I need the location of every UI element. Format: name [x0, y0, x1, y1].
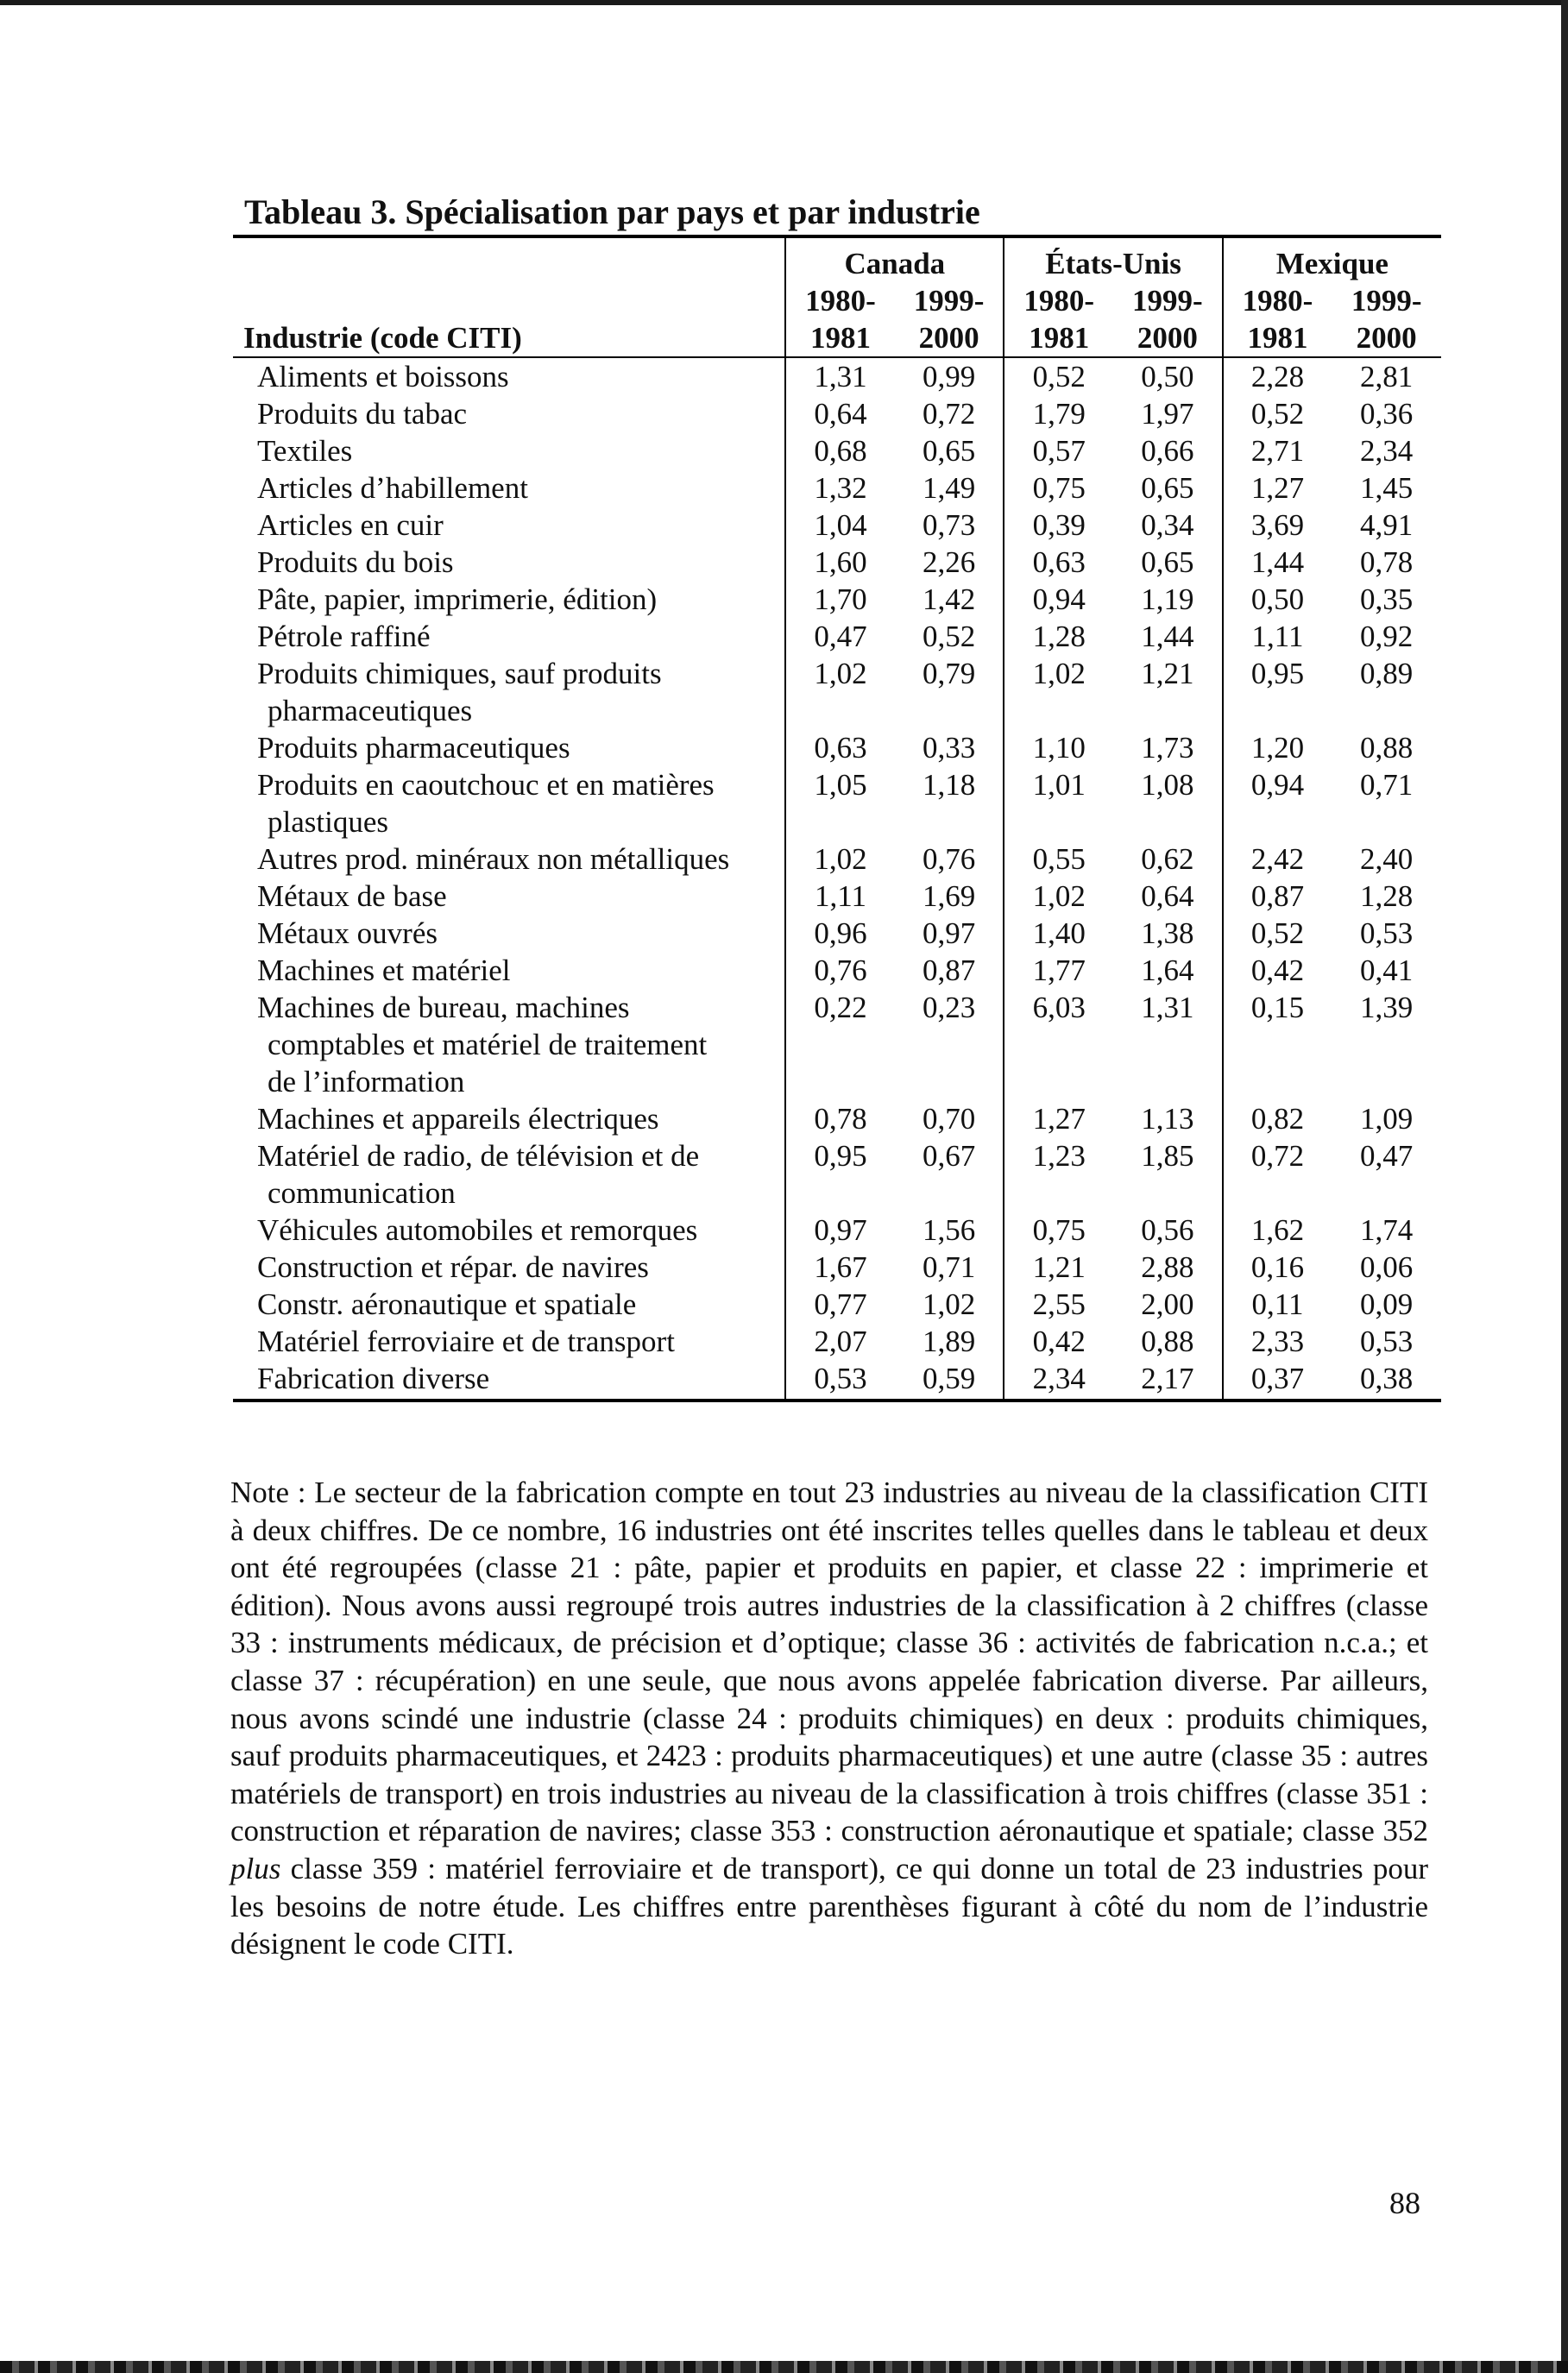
- value-cell: 0,88: [1141, 1325, 1194, 1358]
- industry-name: Machines de bureau, machines: [257, 991, 630, 1024]
- header-period-end: 1981: [1004, 319, 1113, 357]
- value-cell: 0,67: [923, 1139, 976, 1173]
- value-cell: 0,41: [1360, 954, 1414, 987]
- industry-name-cell: [233, 878, 785, 915]
- value-cell: 0,33: [923, 731, 976, 765]
- value-cell: 1,11: [1223, 618, 1332, 655]
- industry-name: Textiles: [257, 434, 353, 468]
- value-cell: 0,09: [1360, 1287, 1414, 1321]
- table-row: [233, 1286, 1441, 1323]
- value-cell: 0,52: [923, 620, 976, 653]
- header-country-mexico: Mexique: [1223, 236, 1441, 282]
- value-cell: 0,15: [1223, 989, 1332, 1100]
- value-cell: 2,71: [1223, 432, 1332, 469]
- industry-name-cell: [233, 989, 785, 1100]
- table-row: [233, 1212, 1441, 1249]
- value-cell: 1,79: [1004, 395, 1113, 432]
- value-cell: 0,68: [785, 432, 895, 469]
- value-cell: 1,02: [1004, 878, 1113, 915]
- table-row: [233, 952, 1441, 989]
- table-title: Tableau 3. Spécialisation par pays et par industrie: [244, 192, 980, 231]
- table-note: [230, 1474, 1428, 1963]
- value-cell: 0,62: [1141, 842, 1194, 876]
- value-cell: 1,97: [1141, 397, 1194, 431]
- value-cell: 2,33: [1223, 1323, 1332, 1360]
- industry-name: Articles d’habillement: [257, 471, 528, 505]
- table-row: [233, 878, 1441, 915]
- value-cell: 0,63: [785, 729, 895, 766]
- industry-name-cell: [233, 1360, 785, 1401]
- value-cell: 0,16: [1223, 1249, 1332, 1286]
- note-text: classe 359 : matériel ferroviaire et de transport), ce qui donne un total de 23 industries pour les besoins de notre étude. Les chiffres entre parenthèses figurant à côté du nom de l’industrie désignent le code CITI.: [230, 1851, 1428, 1961]
- value-cell: 0,76: [923, 842, 976, 876]
- value-cell: 0,55: [1004, 840, 1113, 878]
- value-cell: 0,92: [1360, 620, 1414, 653]
- value-cell: 0,70: [923, 1102, 976, 1136]
- value-cell: 1,60: [785, 544, 895, 581]
- table-row: [233, 618, 1441, 655]
- value-cell: 1,44: [1223, 544, 1332, 581]
- header-period-end: 2000: [895, 319, 1004, 357]
- value-cell: 1,77: [1004, 952, 1113, 989]
- industry-name: Machines et appareils électriques: [257, 1102, 659, 1136]
- table-row: [233, 1100, 1441, 1137]
- industry-name-continuation: de l’information: [268, 1065, 465, 1098]
- scan-edge-right: [1561, 0, 1568, 2373]
- value-cell: 1,08: [1141, 768, 1194, 802]
- value-cell: 0,88: [1360, 731, 1414, 765]
- industry-name-cell: [233, 1249, 785, 1286]
- industry-name-cell: [233, 544, 785, 581]
- value-cell: 0,65: [1141, 471, 1194, 505]
- value-cell: 0,77: [785, 1286, 895, 1323]
- table-row: [233, 1249, 1441, 1286]
- value-cell: 1,45: [1360, 471, 1414, 505]
- value-cell: 1,05: [785, 766, 895, 840]
- value-cell: 1,01: [1004, 766, 1113, 840]
- industry-name-cell: [233, 395, 785, 432]
- value-cell: 1,13: [1141, 1102, 1194, 1136]
- value-cell: 1,21: [1004, 1249, 1113, 1286]
- value-cell: 0,42: [1004, 1323, 1113, 1360]
- industry-name-continuation: pharmaceutiques: [268, 694, 473, 727]
- industry-name-continuation: communication: [268, 1176, 456, 1210]
- industry-name-cell: [233, 507, 785, 544]
- value-cell: 6,03: [1004, 989, 1113, 1100]
- industry-name-cell: [233, 618, 785, 655]
- industry-name-cell: [233, 952, 785, 989]
- value-cell: 2,40: [1360, 842, 1414, 876]
- industry-name: Pâte, papier, imprimerie, édition): [257, 582, 658, 616]
- value-cell: 2,34: [1004, 1360, 1113, 1401]
- value-cell: 0,89: [1360, 657, 1414, 690]
- header-industry: Industrie (code CITI): [233, 319, 785, 357]
- value-cell: 0,71: [923, 1250, 976, 1284]
- industry-name: Produits du bois: [257, 545, 454, 579]
- industry-name-cell: [233, 1100, 785, 1137]
- industry-name: Matériel de radio, de télévision et de: [257, 1139, 700, 1173]
- value-cell: 0,39: [1004, 507, 1113, 544]
- value-cell: 0,57: [1004, 432, 1113, 469]
- industry-name-cell: [233, 729, 785, 766]
- industry-name-cell: [233, 1323, 785, 1360]
- value-cell: 0,53: [1360, 1325, 1414, 1358]
- value-cell: 0,06: [1360, 1250, 1414, 1284]
- table-row: [233, 915, 1441, 952]
- table-row: [233, 766, 1441, 840]
- header-period-end: 1981: [1223, 319, 1332, 357]
- value-cell: 2,07: [785, 1323, 895, 1360]
- industry-name-cell: [233, 1286, 785, 1323]
- table-row: [233, 581, 1441, 618]
- header-country-usa: États-Unis: [1004, 236, 1222, 282]
- header-period-end: 1981: [785, 319, 895, 357]
- value-cell: 0,50: [1223, 581, 1332, 618]
- value-cell: 0,47: [785, 618, 895, 655]
- value-cell: 0,97: [923, 916, 976, 950]
- value-cell: 1,11: [785, 878, 895, 915]
- industry-name-cell: [233, 1137, 785, 1212]
- industry-name: Matériel ferroviaire et de transport: [257, 1325, 675, 1358]
- industry-name: Articles en cuir: [257, 508, 444, 542]
- value-cell: 0,42: [1223, 952, 1332, 989]
- value-cell: 1,21: [1141, 657, 1194, 690]
- industry-name: Produits du tabac: [257, 397, 468, 431]
- value-cell: 0,94: [1223, 766, 1332, 840]
- value-cell: 0,75: [1004, 469, 1113, 507]
- value-cell: 2,81: [1360, 360, 1414, 393]
- value-cell: 0,52: [1223, 395, 1332, 432]
- value-cell: 0,87: [923, 954, 976, 987]
- value-cell: 0,78: [1360, 545, 1414, 579]
- industry-name: Autres prod. minéraux non métalliques: [257, 842, 730, 876]
- table-body: [233, 357, 1441, 1401]
- value-cell: 0,50: [1141, 360, 1194, 393]
- table-row: [233, 357, 1441, 395]
- value-cell: 0,36: [1360, 397, 1414, 431]
- table-row: [233, 1137, 1441, 1212]
- value-cell: 0,73: [923, 508, 976, 542]
- table-row: [233, 395, 1441, 432]
- value-cell: 1,38: [1141, 916, 1194, 950]
- value-cell: 2,26: [923, 545, 976, 579]
- industry-name: Véhicules automobiles et remorques: [257, 1213, 698, 1247]
- value-cell: 0,56: [1141, 1213, 1194, 1247]
- table-row: [233, 1323, 1441, 1360]
- value-cell: 1,28: [1004, 618, 1113, 655]
- table-row: [233, 544, 1441, 581]
- industry-name-cell: [233, 655, 785, 729]
- industry-name: Aliments et boissons: [257, 360, 509, 393]
- value-cell: 1,27: [1223, 469, 1332, 507]
- industry-name-cell: [233, 840, 785, 878]
- value-cell: 2,17: [1113, 1360, 1223, 1401]
- table-row: [233, 432, 1441, 469]
- value-cell: 4,91: [1360, 508, 1414, 542]
- value-cell: 2,55: [1004, 1286, 1113, 1323]
- value-cell: 0,99: [923, 360, 976, 393]
- value-cell: 1,09: [1360, 1102, 1414, 1136]
- industry-name: Produits pharmaceutiques: [257, 731, 570, 765]
- industry-name: Machines et matériel: [257, 954, 511, 987]
- value-cell: 1,02: [785, 655, 895, 729]
- value-cell: 0,63: [1004, 544, 1113, 581]
- industry-name: Constr. aéronautique et spatiale: [257, 1287, 637, 1321]
- value-cell: 0,53: [785, 1360, 895, 1401]
- value-cell: 1,74: [1360, 1213, 1414, 1247]
- value-cell: 0,38: [1332, 1360, 1441, 1401]
- table-row: [233, 1360, 1441, 1401]
- value-cell: 1,56: [923, 1213, 976, 1247]
- specialization-table: [233, 235, 1441, 1402]
- industry-name: Construction et répar. de navires: [257, 1250, 649, 1284]
- header-period-start: 1999-: [1351, 284, 1422, 318]
- industry-name-continuation: comptables et matériel de traitement: [268, 1028, 708, 1061]
- note-italic-plus: plus: [230, 1851, 281, 1885]
- value-cell: 1,70: [785, 581, 895, 618]
- value-cell: 1,04: [785, 507, 895, 544]
- value-cell: 0,95: [785, 1137, 895, 1212]
- value-cell: 0,72: [923, 397, 976, 431]
- header-country-canada: Canada: [785, 236, 1004, 282]
- table-row: [233, 655, 1441, 729]
- value-cell: 0,65: [923, 434, 976, 468]
- industry-name-cell: [233, 1212, 785, 1249]
- industry-name: Fabrication diverse: [257, 1362, 490, 1395]
- value-cell: 0,59: [895, 1360, 1004, 1401]
- value-cell: 0,65: [1141, 545, 1194, 579]
- page-number: 88: [1389, 2186, 1420, 2220]
- value-cell: 1,85: [1141, 1139, 1194, 1173]
- value-cell: 0,35: [1360, 582, 1414, 616]
- value-cell: 0,76: [785, 952, 895, 989]
- value-cell: 0,23: [923, 991, 976, 1024]
- value-cell: 3,69: [1223, 507, 1332, 544]
- value-cell: 1,19: [1141, 582, 1194, 616]
- value-cell: 0,52: [1004, 357, 1113, 395]
- value-cell: 0,11: [1223, 1286, 1332, 1323]
- value-cell: 1,62: [1223, 1212, 1332, 1249]
- value-cell: 1,39: [1360, 991, 1414, 1024]
- value-cell: 1,32: [785, 469, 895, 507]
- value-cell: 0,22: [785, 989, 895, 1100]
- value-cell: 2,42: [1223, 840, 1332, 878]
- value-cell: 0,75: [1004, 1212, 1113, 1249]
- value-cell: 1,27: [1004, 1100, 1113, 1137]
- table-row: [233, 729, 1441, 766]
- value-cell: 1,73: [1141, 731, 1194, 765]
- value-cell: 1,31: [785, 357, 895, 395]
- industry-name-cell: [233, 766, 785, 840]
- industry-name: Métaux ouvrés: [257, 916, 438, 950]
- value-cell: 1,23: [1004, 1137, 1113, 1212]
- industry-name-continuation: plastiques: [268, 805, 388, 839]
- value-cell: 1,44: [1141, 620, 1194, 653]
- value-cell: 1,02: [923, 1287, 976, 1321]
- industry-name: Pétrole raffiné: [257, 620, 431, 653]
- industry-name-cell: [233, 469, 785, 507]
- value-cell: 0,97: [785, 1212, 895, 1249]
- value-cell: 0,37: [1223, 1360, 1332, 1401]
- table-row: [233, 989, 1441, 1100]
- note-text: Note : Le secteur de la fabrication compte en tout 23 industries au niveau de la classification CITI à deux chiffres. De ce nombre, 16 industries ont été inscrites telles quelles dans le tableau et deux ont été regroupées (classe 21 : pâte, papier et produits en papier, et classe 22 : imprimerie et édition). Nous avons aussi regroupé trois autres industries de la classification à 2 chiffres (classe 33 : instruments médicaux, de précision et d’optique; classe 36 : activités de fabrication n.c.a.; et classe 37 : récupération) en une seule, que nous avons appelée fabrication diverse. Par ailleurs, nous avons scindé une industrie (classe 24 : produits chimiques) en deux : produits chimiques, sauf produits pharmaceutiques, et 2423 : produits pharmaceutiques) et une autre (classe 35 : autres matériels de transport) en trois industries au niveau de la classification à trois chiffres (classe 351 : construction et réparation de navires; classe 353 : construction aéronautique et spatiale; classe 352: [230, 1476, 1428, 1848]
- table-row: [233, 840, 1441, 878]
- value-cell: 0,53: [1360, 916, 1414, 950]
- industry-name-cell: [233, 357, 785, 395]
- header-period-start: 1999-: [1132, 284, 1203, 318]
- scan-edge-bottom: [0, 2361, 1568, 2373]
- value-cell: 0,66: [1141, 434, 1194, 468]
- value-cell: 2,28: [1223, 357, 1332, 395]
- value-cell: 0,34: [1141, 508, 1194, 542]
- value-cell: 1,31: [1141, 991, 1194, 1024]
- value-cell: 1,89: [923, 1325, 976, 1358]
- value-cell: 1,40: [1004, 915, 1113, 952]
- industry-name-cell: [233, 432, 785, 469]
- value-cell: 0,64: [785, 395, 895, 432]
- scan-edge-top: [0, 0, 1568, 5]
- value-cell: 2,34: [1360, 434, 1414, 468]
- value-cell: 1,64: [1141, 954, 1194, 987]
- value-cell: 1,18: [923, 768, 976, 802]
- value-cell: 0,52: [1223, 915, 1332, 952]
- value-cell: 1,42: [923, 582, 976, 616]
- value-cell: 0,94: [1004, 581, 1113, 618]
- value-cell: 1,49: [923, 471, 976, 505]
- industry-name: Métaux de base: [257, 879, 447, 913]
- industry-name-cell: [233, 915, 785, 952]
- value-cell: 0,71: [1360, 768, 1414, 802]
- industry-name: Produits chimiques, sauf produits: [257, 657, 662, 690]
- header-period-start: 1980-: [785, 282, 895, 319]
- value-cell: 0,78: [785, 1100, 895, 1137]
- value-cell: 2,88: [1141, 1250, 1194, 1284]
- table-row: [233, 469, 1441, 507]
- header-period-start: 1999-: [913, 284, 985, 318]
- value-cell: 2,00: [1141, 1287, 1194, 1321]
- value-cell: 1,10: [1004, 729, 1113, 766]
- header-period-start: 1980-: [1223, 282, 1332, 319]
- value-cell: 0,87: [1223, 878, 1332, 915]
- value-cell: 0,47: [1360, 1139, 1414, 1173]
- table-row: [233, 507, 1441, 544]
- value-cell: 0,96: [785, 915, 895, 952]
- value-cell: 1,28: [1360, 879, 1414, 913]
- value-cell: 1,02: [1004, 655, 1113, 729]
- value-cell: 1,69: [923, 879, 976, 913]
- value-cell: 0,64: [1141, 879, 1194, 913]
- header-period-end: 2000: [1332, 319, 1441, 357]
- industry-name: Produits en caoutchouc et en matières: [257, 768, 715, 802]
- header-period-end: 2000: [1113, 319, 1223, 357]
- value-cell: 0,72: [1223, 1137, 1332, 1212]
- value-cell: 0,82: [1223, 1100, 1332, 1137]
- value-cell: 0,79: [923, 657, 976, 690]
- industry-name-cell: [233, 581, 785, 618]
- value-cell: 1,02: [785, 840, 895, 878]
- value-cell: 1,67: [785, 1249, 895, 1286]
- value-cell: 1,20: [1223, 729, 1332, 766]
- value-cell: 0,95: [1223, 655, 1332, 729]
- header-period-start: 1980-: [1004, 282, 1113, 319]
